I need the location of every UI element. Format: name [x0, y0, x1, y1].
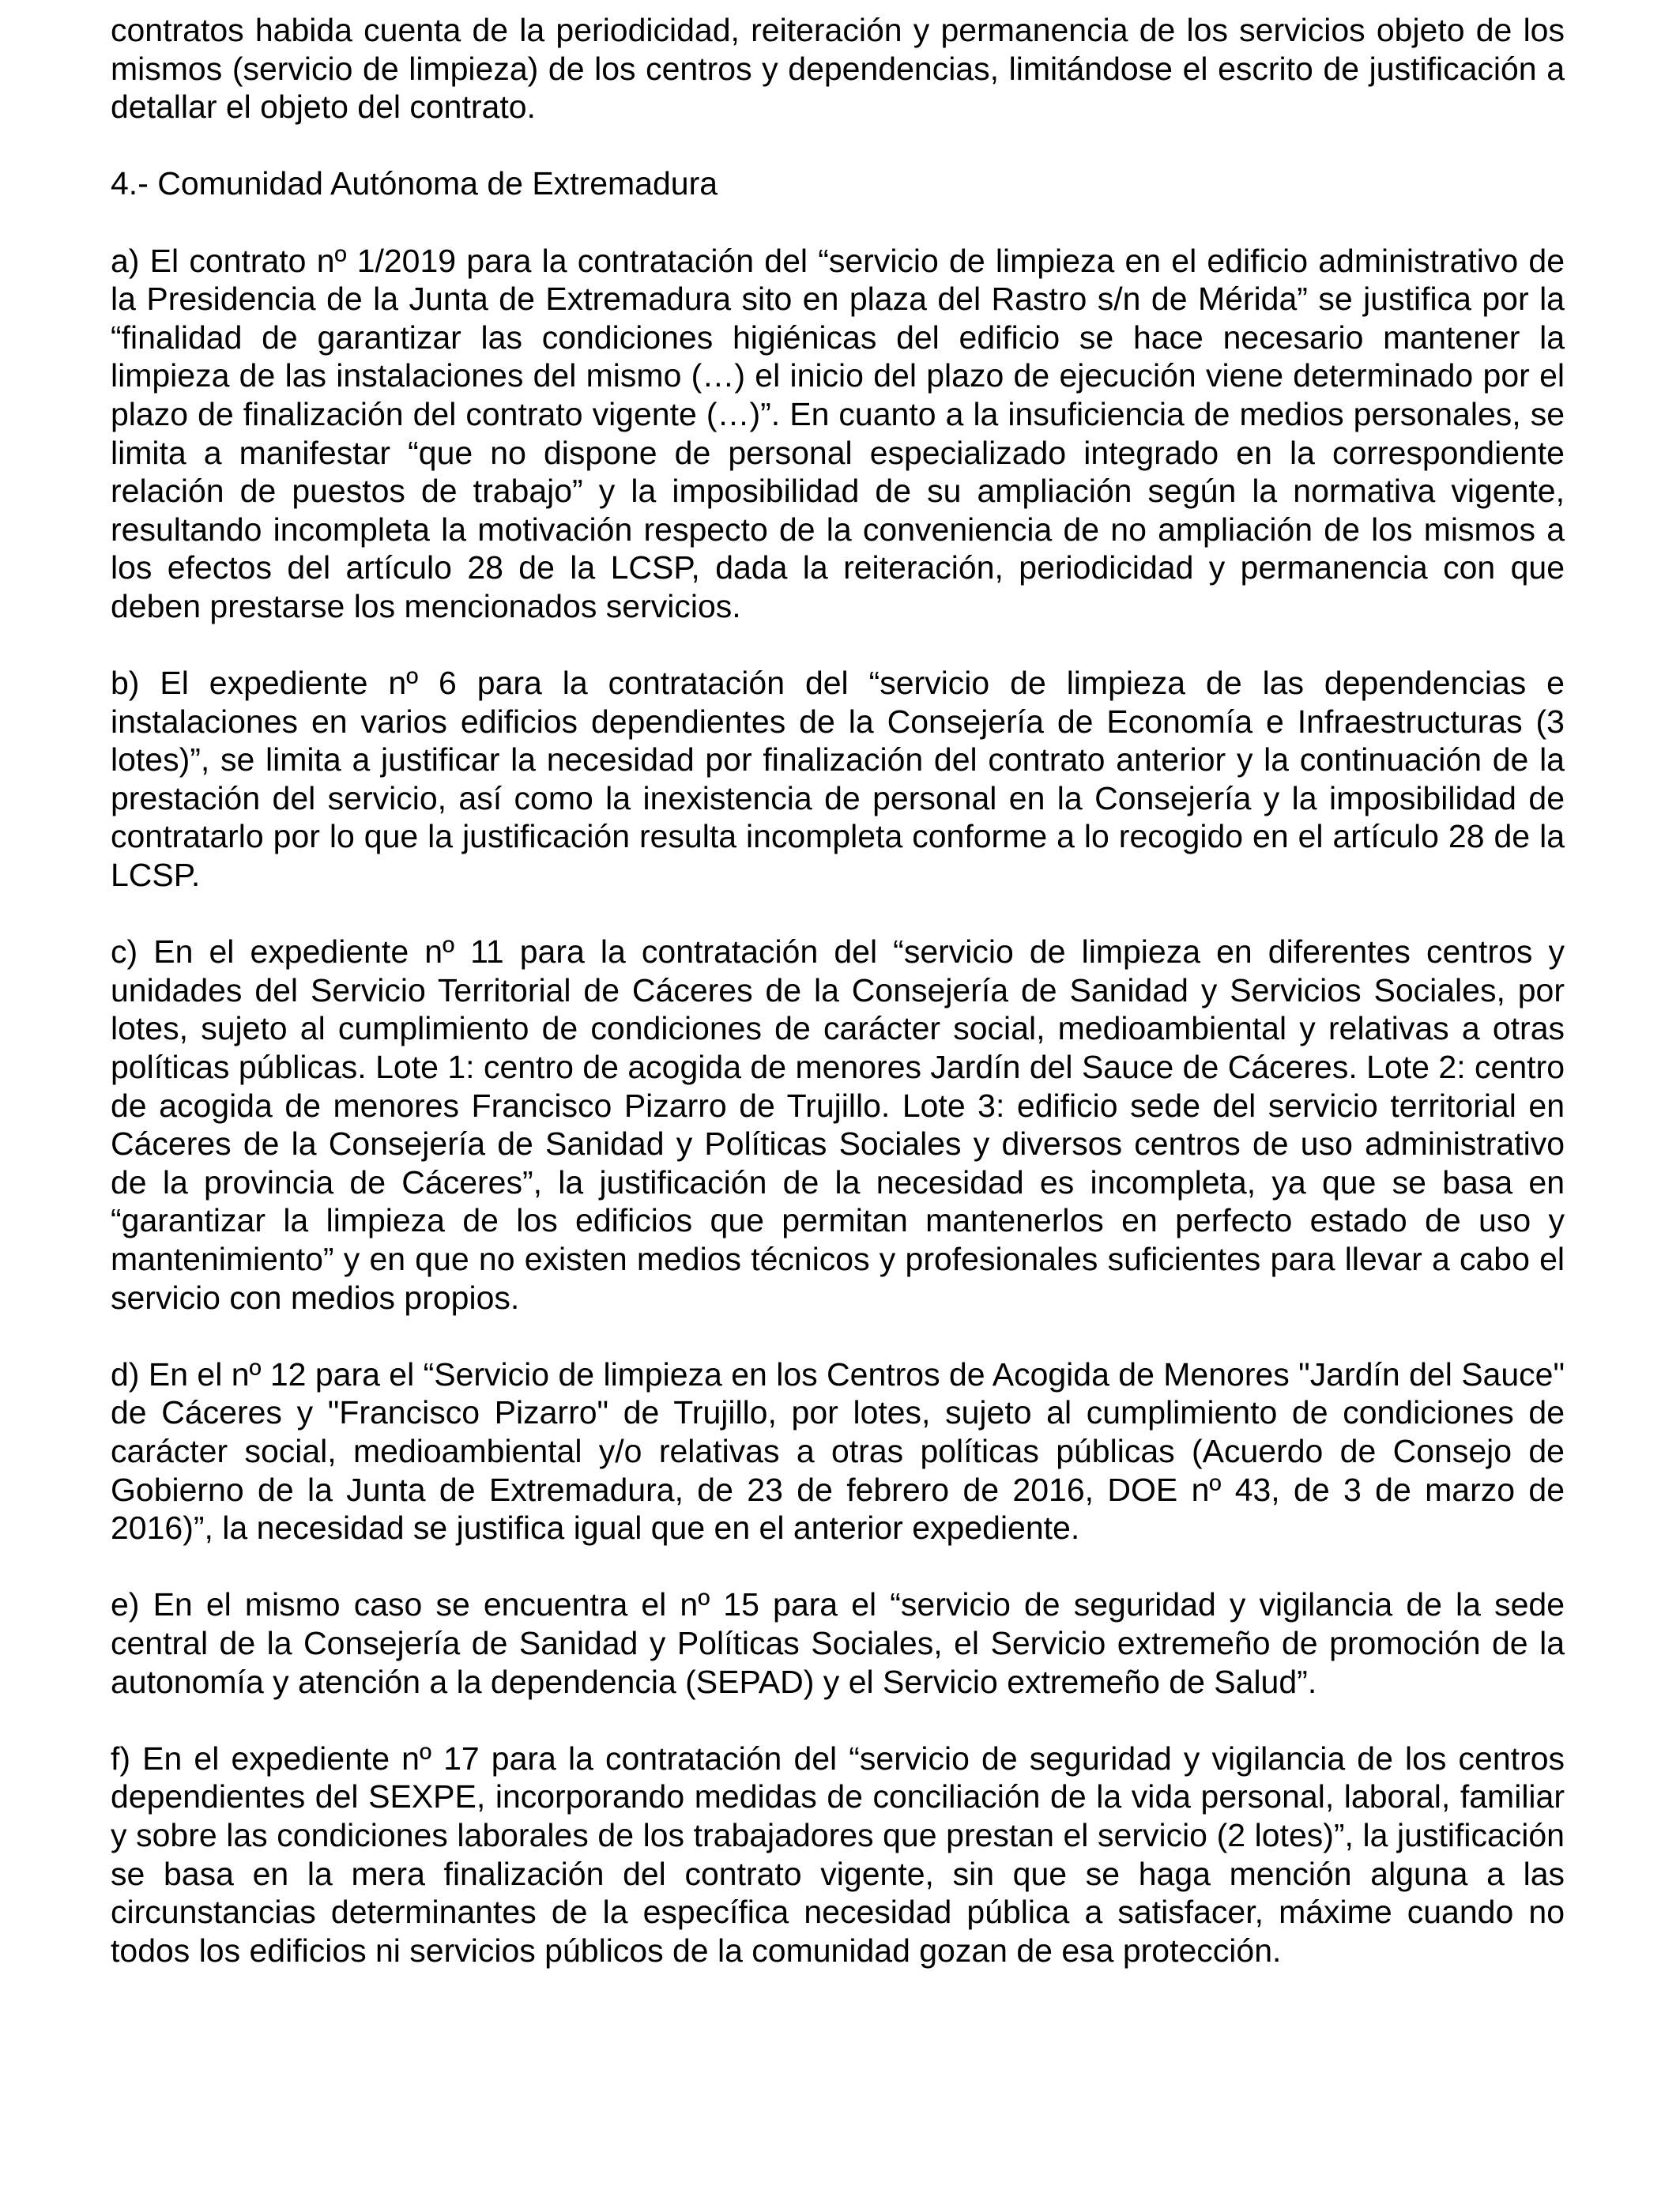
paragraph-item-e: e) En el mismo caso se encuentra el nº 15 para el “servicio de seguridad y vigilancia de la sede central de la Consejería de Sanidad y Políticas Sociales, el Servicio extremeño de promoción de la autonomía y atención a la dependencia (SEPAD) y el Servicio extremeño de Salud”.: [111, 1586, 1565, 1700]
paragraph-item-b: b) El expediente nº 6 para la contratación del “servicio de limpieza de las dependencias e instalaciones en varios edificios dependientes de la Consejería de Economía e Infraestructuras (3 lotes)”, se limita a justificar la necesidad por finalización del contrato anterior y la continuación de la prestación del servicio, así como la inexistencia de personal en la Consejería y la imposibilidad de contratarlo por lo que la justificación resulta incompleta conforme a lo recogido en el artículo 28 de la LCSP.: [111, 665, 1565, 894]
section-heading: 4.- Comunidad Autónoma de Extremadura: [111, 165, 718, 202]
paragraph-item-d: d) En el nº 12 para el “Servicio de limpieza en los Centros de Acogida de Menores "Jardín del Sauce" de Cáceres y "Francisco Pizarro" de Trujillo, por lotes, sujeto al cumplimiento de condiciones de carácter social, medioambiental y/o relativas a otras políticas públicas (Acuerdo de Consejo de Gobierno de la Junta de Extremadura, de 23 de febrero de 2016, DOE nº 43, de 3 de marzo de 2016)”, la necesidad se justifica igual que en el anterior expediente.: [111, 1355, 1565, 1547]
paragraph-item-a: a) El contrato nº 1/2019 para la contratación del “servicio de limpieza en el edificio administrativo de la Presidencia de la Junta de Extremadura sito en plaza del Rastro s/n de Mérida” se justifica por la “finalidad de garantizar las condiciones higiénicas del edificio se hace necesario mantener la limpieza de las instalaciones del mismo (…) el inicio del plazo de ejecución viene determinado por el plazo de finalización del contrato vigente (…)”. En cuanto a la insuficiencia de medios personales, se limita a manifestar “que no dispone de personal especializado integrado en la correspondiente relación de puestos de trabajo” y la imposibilidad de su ampliación según la normativa vigente, resultando incompleta la motivación respecto de la conveniencia de no ampliación de los mismos a los efectos del artículo 28 de la LCSP, dada la reiteración, periodicidad y permanencia con que deben prestarse los mencionados servicios.: [111, 242, 1565, 624]
paragraph-item-c: c) En el expediente nº 11 para la contratación del “servicio de limpieza en diferentes centros y unidades del Servicio Territorial de Cáceres de la Consejería de Sanidad y Servicios Sociales, por lotes, sujeto al cumplimiento de condiciones de carácter social, medioambiental y relativas a otras políticas públicas. Lote 1: centro de acogida de menores Jardín del Sauce de Cáceres. Lote 2: centro de acogida de menores Francisco Pizarro de Trujillo. Lote 3: edificio sede del servicio territorial en Cáceres de la Consejería de Sanidad y Políticas Sociales y diversos centros de uso administrativo de la provincia de Cáceres”, la justificación de la necesidad es incompleta, ya que se basa en “garantizar la limpieza de los edificios que permitan mantenerlos en perfecto estado de uso y mantenimiento” y en que no existen medios técnicos y profesionales suficientes para llevar a cabo el servicio con medios propios.: [111, 933, 1565, 1316]
paragraph-continuation: contratos habida cuenta de la periodicidad, reiteración y permanencia de los servicios objeto de los mismos (servicio de limpieza) de los centros y dependencias, limitándose el escrito de justificación a detallar el objeto del contrato.: [111, 12, 1565, 126]
paragraph-item-f: f) En el expediente nº 17 para la contratación del “servicio de seguridad y vigilancia de los centros dependientes del SEXPE, incorporando medidas de conciliación de la vida personal, laboral, familiar y sobre las condiciones laborales de los trabajadores que prestan el servicio (2 lotes)”, la justificación se basa en la mera finalización del contrato vigente, sin que se haga mención alguna a las circunstancias determinantes de la específica necesidad pública a satisfacer, máxime cuando no todos los edificios ni servicios públicos de la comunidad gozan de esa protección.: [111, 1740, 1565, 1969]
document-page: [111, 11, 1565, 2008]
